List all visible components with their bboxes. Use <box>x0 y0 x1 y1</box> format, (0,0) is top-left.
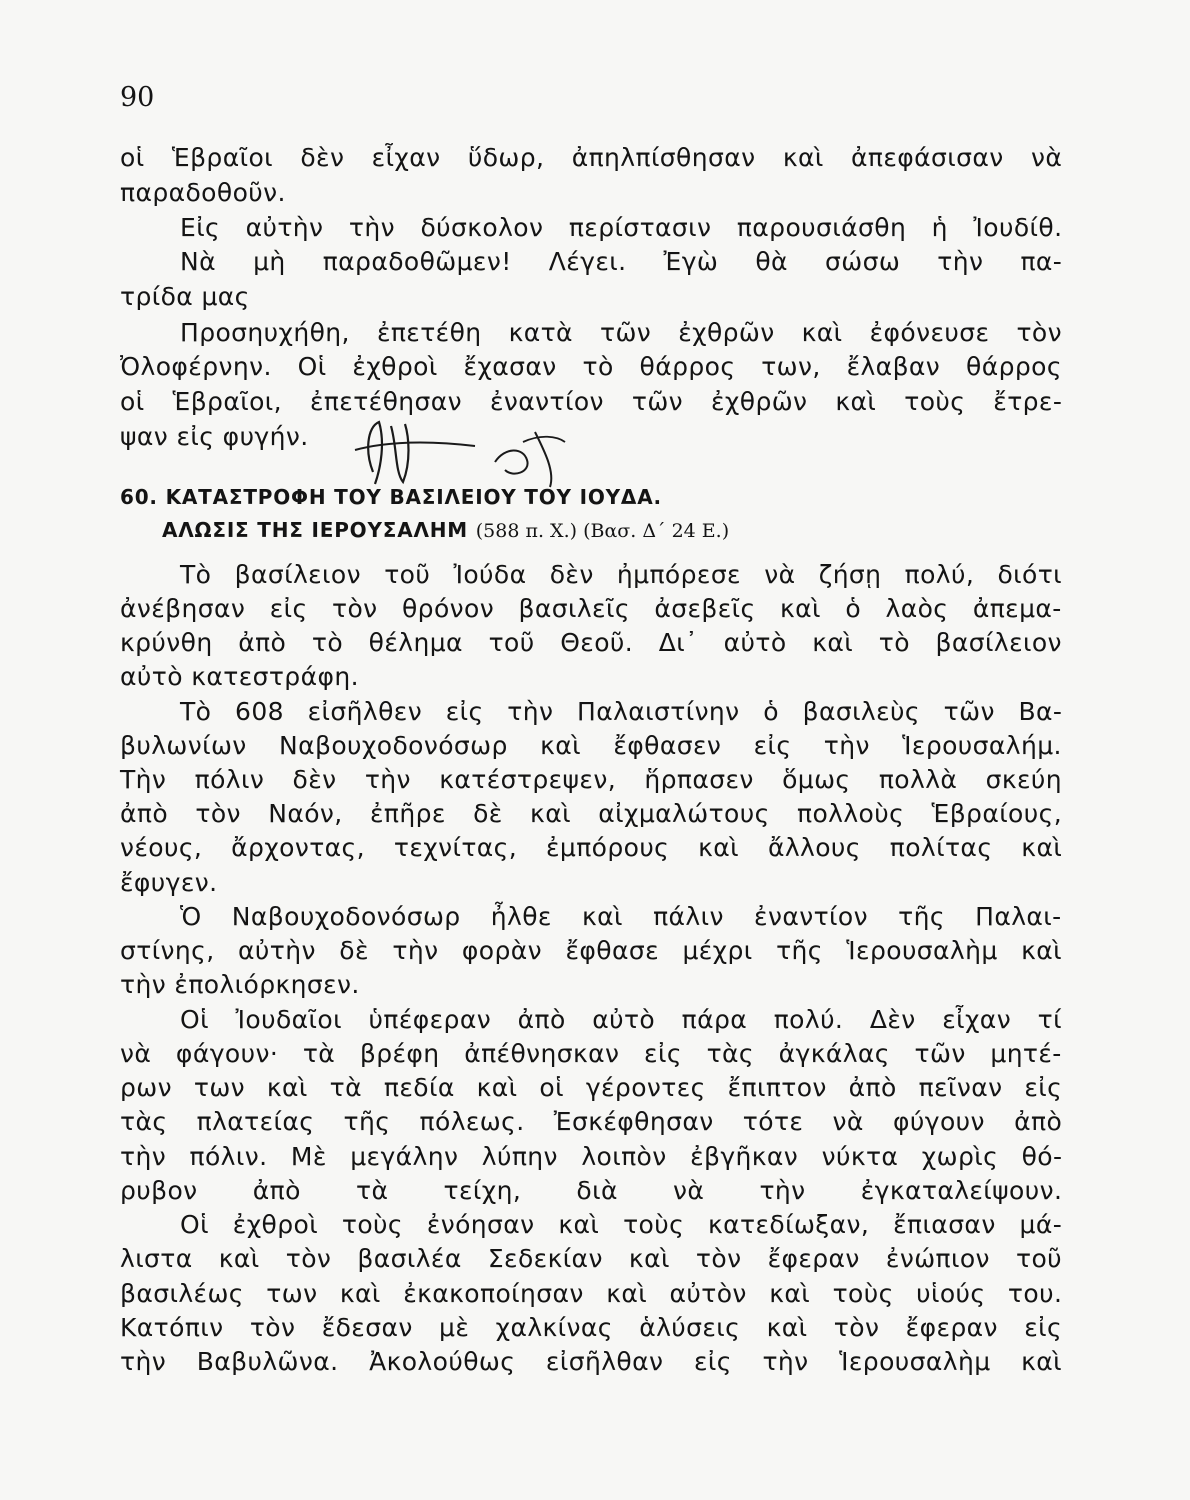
text-line: Τὴν πόλιν δὲν τὴν κατέστρεψεν, ἥρπασεν ὅμως πολλὰ σκεύη <box>120 765 1063 794</box>
text-line: βασιλέως των καὶ ἐκακοποίησαν καὶ αὐτὸν καὶ τοὺς υἱούς του. <box>120 1279 1063 1308</box>
text-line: Εἰς αὐτὴν τὴν δύσκολον περίστασιν παρουσιάσθη ἡ Ἰουδίθ. <box>180 213 1063 242</box>
text-line: Τὸ βασίλειον τοῦ Ἰούδα δὲν ἠμπόρεσε νὰ ζήσῃ πολύ, διότι <box>180 560 1063 589</box>
text-line: Νὰ μὴ παραδοθῶμεν! Λέγει. Ἐγὼ θὰ σώσω τὴν πα- <box>180 247 1063 276</box>
text-line: κρύνθη ἀπὸ τὸ θέλημα τοῦ Θεοῦ. Δι᾽ αὐτὸ καὶ τὸ βασίλειον <box>120 628 1062 657</box>
text-line: Κατόπιν τὸν ἔδεσαν μὲ χαλκίνας ἁλύσεις καὶ τὸν ἔφεραν εἰς <box>120 1313 1063 1342</box>
section-subheading <box>162 517 729 544</box>
section-subheading-title: ΑΛΩΣΙΣ ΤΗΣ ΙΕΡΟΥΣΑΛΗΜ <box>162 518 468 542</box>
text-line: Προσηυχήθη, ἐπετέθη κατὰ τῶν ἐχθρῶν καὶ ἐφόνευσε τὸν <box>180 318 1062 347</box>
text-line: Ὀλοφέρνην. Οἱ ἐχθροὶ ἔχασαν τὸ θάρρος των, ἔλαβαν θάρρος <box>120 352 1062 381</box>
text-line: ἀπὸ τὸν Ναόν, ἐπῆρε δὲ καὶ αἰχμαλώτους πολλοὺς Ἑβραίους, <box>120 799 1063 828</box>
text-line: λιστα καὶ τὸν βασιλέα Σεδεκίαν καὶ τὸν ἔφεραν ἐνώπιον τοῦ <box>120 1244 1063 1273</box>
text-line: τὰς πλατείας τῆς πόλεως. Ἐσκέφθησαν τότε νὰ φύγουν ἀπὸ <box>120 1107 1063 1136</box>
text-line: ψαν εἰς φυγήν. <box>120 422 309 451</box>
text-line: οἱ Ἑβραῖοι, ἐπετέθησαν ἐναντίον τῶν ἐχθρῶν καὶ τοὺς ἔτρε- <box>120 387 1063 416</box>
text-line: Οἱ ἐχθροὶ τοὺς ἐνόησαν καὶ τοὺς κατεδίωξαν, ἔπιασαν μά- <box>180 1210 1063 1239</box>
text-line: νὰ φάγουν· τὰ βρέφη ἀπέθνησκαν εἰς τὰς ἀγκάλας τῶν μητέ- <box>120 1039 1062 1068</box>
text-line: αὐτὸ κατεστράφη. <box>120 662 359 691</box>
text-line: Ὁ Ναβουχοδονόσωρ ἦλθε καὶ πάλιν ἐναντίον τῆς Παλαι- <box>180 902 1062 931</box>
section-reference: (588 π. Χ.) (Βασ. Δ΄ 24 Ε.) <box>475 520 730 542</box>
text-line: Οἱ Ἰουδαῖοι ὑπέφεραν ἀπὸ αὐτὸ πάρα πολύ. Δὲν εἶχαν τί <box>180 1005 1062 1034</box>
text-line: στίνης, αὐτὴν δὲ τὴν φορὰν ἔφθασε μέχρι τῆς Ἱερουσαλὴμ καὶ <box>120 936 1063 965</box>
text-line: ρων των καὶ τὰ πεδία καὶ οἱ γέροντες ἔπιπτον ἀπὸ πεῖναν εἰς <box>120 1073 1063 1102</box>
text-line: νέους, ἄρχοντας, τεχνίτας, ἐμπόρους καὶ ἄλλους πολίτας καὶ <box>120 833 1063 862</box>
text-line: βυλωνίων Ναβουχοδονόσωρ καὶ ἔφθασεν εἰς τὴν Ἱερουσαλήμ. <box>120 731 1062 760</box>
text-line: Τὸ 608 εἰσῆλθεν εἰς τὴν Παλαιστίνην ὁ βασιλεὺς τῶν Βα- <box>180 697 1063 726</box>
text-line: τὴν ἐπολιόρκησεν. <box>120 970 360 999</box>
text-line: τὴν πόλιν. Μὲ μεγάλην λύπην λοιπὸν ἐβγῆκαν νύκτα χωρὶς θό- <box>120 1142 1063 1171</box>
text-line: ἔφυγεν. <box>120 868 218 897</box>
text-line: τρίδα μας <box>120 282 250 311</box>
page-number: 90 <box>120 82 155 113</box>
handwritten-signature <box>345 412 585 492</box>
section-heading: 60. ΚΑΤΑΣΤΡΟΦΗ ΤΟΥ ΒΑΣΙΛΕΙΟΥ ΤΟΥ ΙΟΥΔΑ. <box>120 485 662 509</box>
text-line: ἀνέβησαν εἰς τὸν θρόνον βασιλεῖς ἀσεβεῖς καὶ ὁ λαὸς ἀπεμα- <box>120 594 1062 623</box>
text-line: παραδοθοῦν. <box>120 178 286 207</box>
text-line: τὴν Βαβυλῶνα. Ἀκολούθως εἰσῆλθαν εἰς τὴν Ἱερουσαλὴμ καὶ <box>120 1347 1063 1376</box>
text-line: οἱ Ἑβραῖοι δὲν εἶχαν ὕδωρ, ἀπηλπίσθησαν καὶ ἀπεφάσισαν νὰ <box>120 143 1063 172</box>
text-line: ρυβον ἀπὸ τὰ τείχη, διὰ νὰ τὴν ἐγκαταλείψουν. <box>120 1176 1063 1205</box>
